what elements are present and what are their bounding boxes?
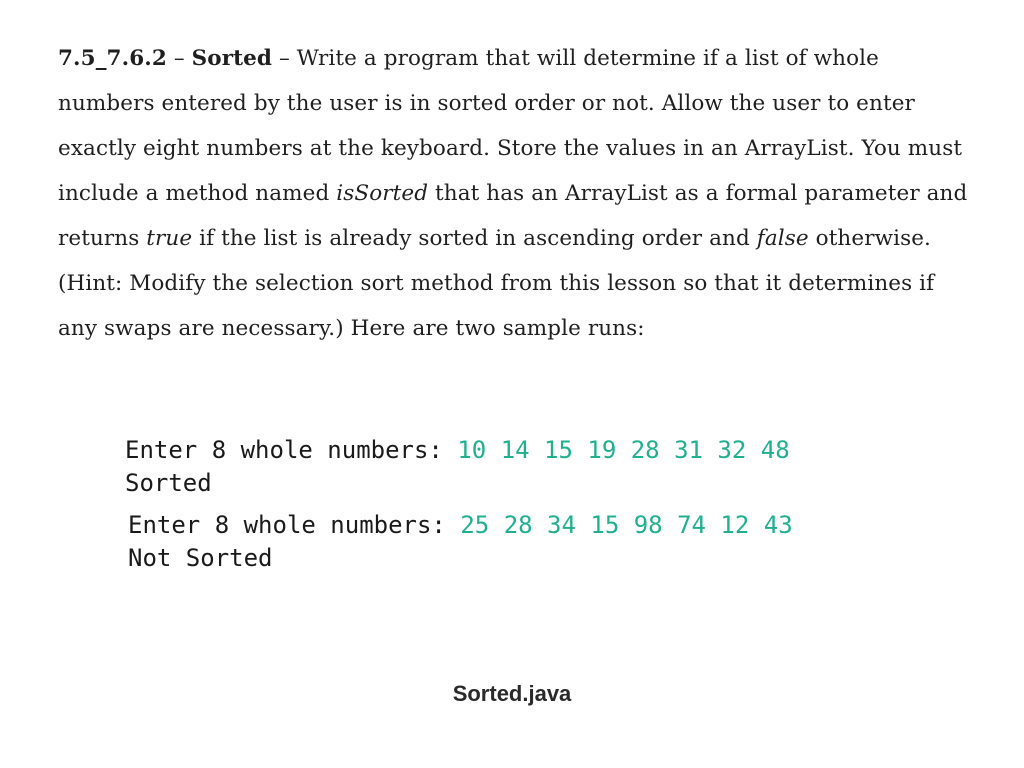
sample-run-numbers: 25 28 34 15 98 74 12 43 (460, 511, 793, 539)
sample-run-1 (125, 434, 790, 500)
sample-run-result: Not Sorted (128, 544, 273, 572)
false-keyword: false (756, 226, 809, 251)
problem-text: that has an ArrayList as a formal parameter and returns (58, 181, 968, 251)
sample-run-2 (128, 509, 793, 575)
problem-statement (58, 36, 968, 351)
true-keyword: true (146, 226, 193, 251)
problem-text: if the list is already sorted in ascending order and (192, 226, 757, 251)
sample-run-numbers: 10 14 15 19 28 31 32 48 (457, 436, 790, 464)
problem-text: otherwise. (Hint: Modify the selection sort method from this lesson so that it determines if any swaps are necessary.) Here are two sample runs: (58, 226, 935, 341)
dash: – (272, 46, 297, 71)
sample-run-prompt: Enter 8 whole numbers: (128, 511, 461, 539)
dash: – (166, 46, 192, 71)
sample-run-prompt: Enter 8 whole numbers: (125, 436, 458, 464)
problem-title: Sorted (191, 46, 273, 71)
filename-label: Sorted.java (452, 681, 572, 706)
problem-text: Write a program that will determine if a list of whole numbers entered by the user is in sorted order or not. Allow the user to enter exactly eight numbers at the keyboard. Store the values in an ArrayList. You must include a method named (58, 46, 963, 206)
sample-run-result: Sorted (125, 469, 212, 497)
problem-number: 7.5_7.6.2 (58, 46, 167, 71)
method-name: isSorted (336, 181, 429, 206)
